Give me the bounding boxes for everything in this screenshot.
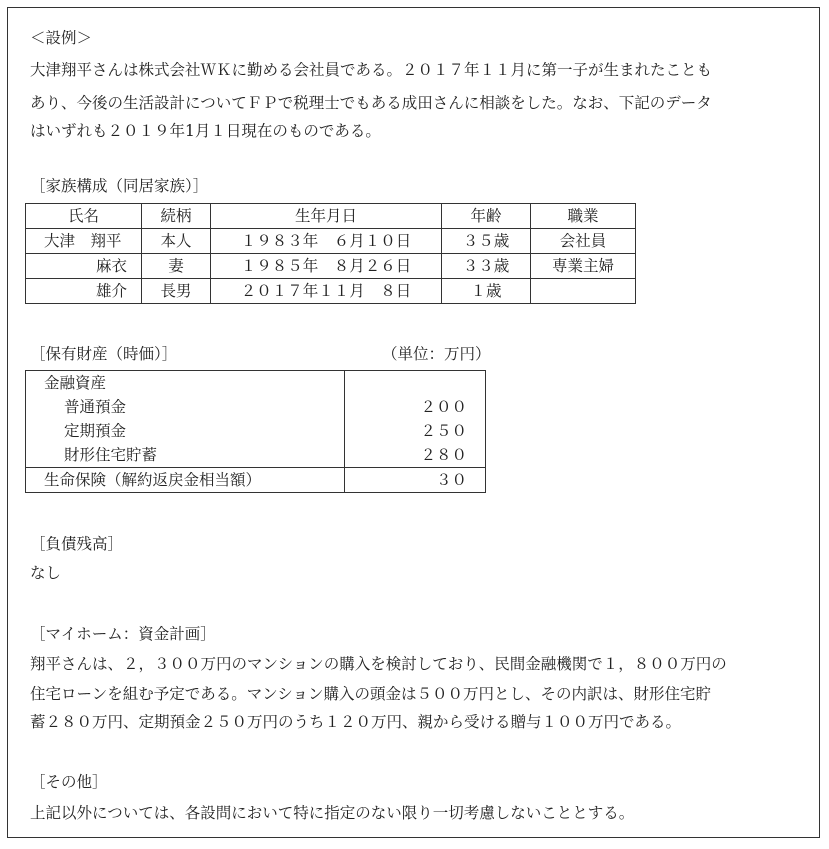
member-occupation: 会社員 [531,229,636,254]
asset-value: ２００ [345,395,486,419]
member-relation: 長男 [142,279,211,304]
family-title: ［家族構成（同居家族）］ [30,177,209,195]
insurance-row [26,468,486,493]
header-relation: 続柄 [142,204,211,229]
home-line-1: 翔平さんは、２，３００万円のマンションの購入を検討しており、民間金融機関で１，８００万円の [30,655,727,673]
header-name: 氏名 [26,204,142,229]
home-line-3: 蓄２８０万円、定期預金２５０万円のうち１２０万円、親から受ける贈与１００万円である。 [30,713,682,731]
intro-line-2: あり、今後の生活設計についてＦＰで税理士でもある成田さんに相談をした。なお、下記のデータ [30,94,712,112]
asset-label: 普通預金 [26,395,345,419]
asset-category-value [345,371,486,396]
asset-value: ２８０ [345,443,486,468]
asset-value: ２５０ [345,419,486,443]
home-title: ［マイホーム：資金計画］ [30,625,216,643]
member-birthdate: １９８５年 ８月２６日 [211,254,442,279]
other-title: ［その他］ [30,773,108,791]
family-table [25,203,636,304]
asset-label: 財形住宅貯蓄 [26,443,345,468]
asset-row [26,443,486,468]
assets-unit: （単位：万円） [382,345,491,363]
member-name: 麻衣 [26,254,142,279]
insurance-label: 生命保険（解約返戻金相当額） [26,468,345,493]
header-birthdate: 生年月日 [211,204,442,229]
member-name: 雄介 [26,279,142,304]
header-age: 年齢 [442,204,531,229]
member-name: 大津 翔平 [26,229,142,254]
member-age: １歳 [442,279,531,304]
member-occupation [531,279,636,304]
family-header-row [26,204,636,229]
asset-row [26,419,486,443]
member-relation: 本人 [142,229,211,254]
insurance-value: ３０ [345,468,486,493]
intro-line-1: 大津翔平さんは株式会社ＷＫに勤める会社員である。２０１７年１１月に第一子が生まれたことも [30,61,713,79]
debt-text: なし [30,564,62,582]
member-relation: 妻 [142,254,211,279]
other-text: 上記以外については、各設問において特に指定のない限り一切考慮しないこととする。 [30,804,635,822]
example-heading: ＜設例＞ [30,29,93,47]
debt-title: ［負債残高］ [30,535,124,553]
member-age: ３５歳 [442,229,531,254]
family-row [26,279,636,304]
asset-row [26,395,486,419]
assets-title: ［保有財産（時価）］ [30,345,178,363]
member-occupation: 専業主婦 [531,254,636,279]
home-line-2: 住宅ローンを組む予定である。マンション購入の頭金は５００万円とし、その内訳は、財形住宅貯 [30,685,711,703]
family-row [26,254,636,279]
header-occupation: 職業 [531,204,636,229]
asset-category-row [26,371,486,396]
family-row [26,229,636,254]
assets-table [25,370,486,493]
member-birthdate: ２０１７年１１月 ８日 [211,279,442,304]
intro-line-3: はいずれも２０１９年1月１日現在のものである。 [30,122,381,140]
member-birthdate: １９８３年 ６月１０日 [211,229,442,254]
asset-category-label: 金融資産 [26,371,345,396]
asset-label: 定期預金 [26,419,345,443]
member-age: ３３歳 [442,254,531,279]
